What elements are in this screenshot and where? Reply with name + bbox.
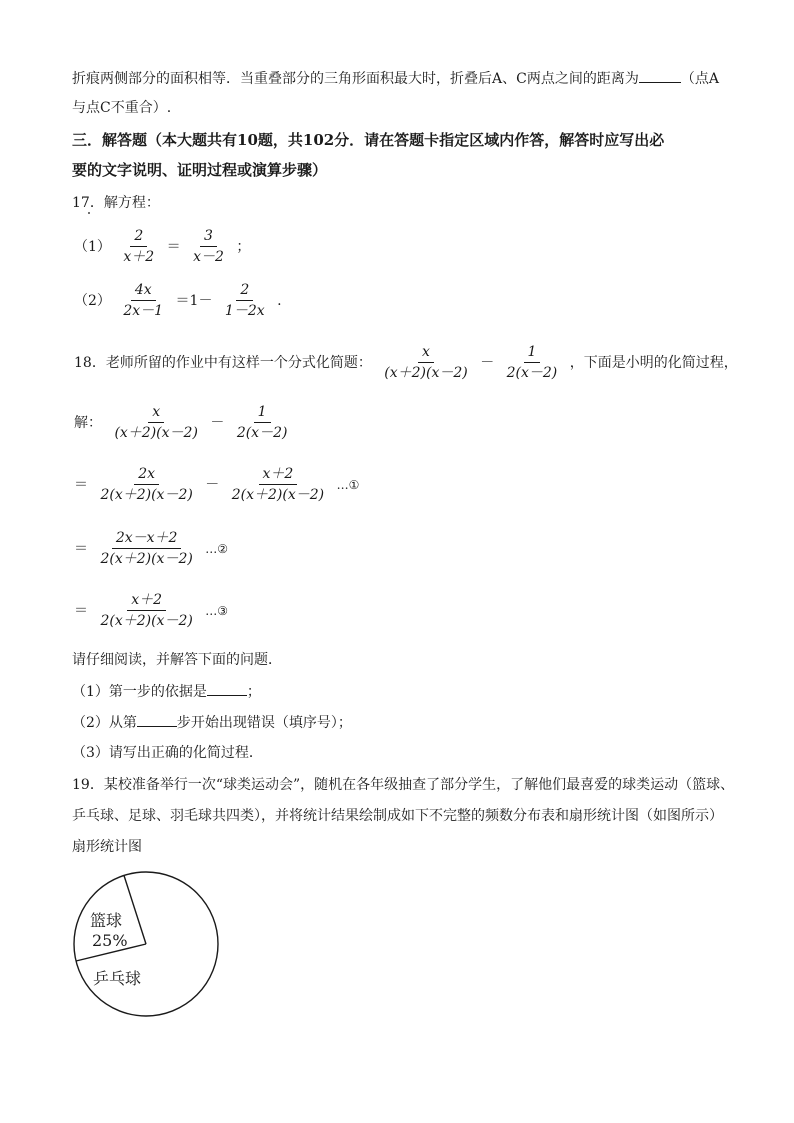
fraction: $\frac{3}{x-2}$ — [193, 228, 224, 265]
fraction: $\frac{x+2}{2(x+2)(x-2)}$ — [100, 592, 193, 629]
step-marker: …③ — [205, 603, 229, 618]
q18-step2 — [72, 530, 228, 567]
minus-sign: － — [205, 476, 220, 493]
fraction: $\frac{2}{x+2}$ — [123, 228, 155, 265]
q18-sub1-blank[interactable] — [207, 681, 247, 696]
pie-chart — [66, 866, 226, 1026]
equals-sign: ＝ — [74, 540, 88, 557]
stray-dot — [88, 212, 90, 214]
fraction: $\frac{2x-x+2}{2(x+2)(x-2)}$ — [100, 530, 193, 567]
q18-text-end: ，下面是小明的化简过程， — [569, 354, 738, 371]
pie-label-basketball: 篮球 — [90, 911, 123, 930]
q18-step1 — [72, 466, 359, 503]
fraction: $\frac{2}{1-2x}$ — [224, 282, 265, 319]
q18-step3 — [72, 592, 228, 629]
q17-part1: （1） $\frac{2}{x+2}$ ＝ $\frac{3}{x-2}$ ； — [74, 228, 251, 265]
step-marker: …② — [205, 541, 229, 556]
pie-label-pingpong: 乒乓球 — [93, 969, 142, 988]
q16-line1 — [72, 68, 719, 89]
pie-label-basketball-pct: 25% — [92, 931, 128, 950]
q18-text: 18．老师所留的作业中有这样一个分式化简题： — [74, 354, 372, 371]
q16-text: 折痕两侧部分的面积相等．当重叠部分的三角形面积最大时，折叠后A、C两点之间的距离为 — [72, 71, 639, 87]
fraction: $\frac{2x}{2(x+2)(x-2)}$ — [100, 466, 193, 503]
q16-line2: 与点C不重合）. — [72, 100, 172, 116]
section-heading: 三．解答题（本大题共有10题，共102分．请在答题卡指定区域内作答，解答时应写出必 — [72, 131, 665, 149]
q19-line1: 19．某校准备举行一次“球类运动会”，随机在各年级抽查了部分学生，了解他们最喜爱的球类运动（篮球、 — [72, 777, 735, 793]
q19-chart-title: 扇形统计图 — [72, 839, 142, 855]
fraction: $\frac{x}{(x+2)(x-2)}$ — [114, 404, 198, 441]
part-label: （1） — [74, 238, 111, 255]
fraction: $\frac{x+2}{2(x+2)(x-2)}$ — [231, 466, 325, 503]
q18-sub3: （3）请写出正确的化简过程． — [72, 745, 263, 761]
fraction: $\frac{x}{(x+2)(x-2)}$ — [384, 344, 468, 381]
q18-sub2: （2）从第 步开始出现错误（填序号）； — [72, 712, 352, 733]
q17-part2: （2） $\frac{4x}{2x-1}$ ＝1－ $\frac{2}{1-2x}$ . — [74, 282, 282, 319]
part-label: （2） — [74, 292, 111, 309]
q16-text-end: （点A — [680, 71, 719, 87]
equals-sign: ＝ — [74, 602, 88, 619]
fraction: $\frac{1}{2(x-2)}$ — [506, 344, 558, 381]
q17-stem: 17．解方程： — [72, 195, 160, 211]
equals-sign: ＝ — [166, 238, 181, 255]
fraction: $\frac{4x}{2x-1}$ — [123, 282, 164, 319]
q18-sub2-blank[interactable] — [137, 712, 177, 727]
section-heading-cont: 要的文字说明、证明过程或演算步骤） — [72, 161, 328, 179]
equals-sign: ＝ — [74, 476, 88, 493]
step-marker: …① — [336, 477, 360, 492]
q18-sub1: （1）第一步的依据是 ； — [72, 681, 261, 702]
q19-line2: 乒乓球、足球、羽毛球共四类），并将统计结果绘制成如下不完整的频数分布表和扇形统计图（如图所示） — [72, 808, 723, 824]
minus-sign: － — [210, 414, 225, 431]
fraction: $\frac{1}{2(x-2)}$ — [236, 404, 288, 441]
minus-sign: － — [480, 354, 495, 371]
q16-answer-blank[interactable] — [639, 68, 681, 83]
q18-read: 请仔细阅读，并解答下面的问题． — [72, 652, 282, 668]
solve-label: 解： — [74, 414, 102, 431]
q18-solution-start — [72, 404, 293, 441]
equals-sign: ＝1－ — [175, 292, 213, 309]
q18-stem — [72, 344, 740, 381]
